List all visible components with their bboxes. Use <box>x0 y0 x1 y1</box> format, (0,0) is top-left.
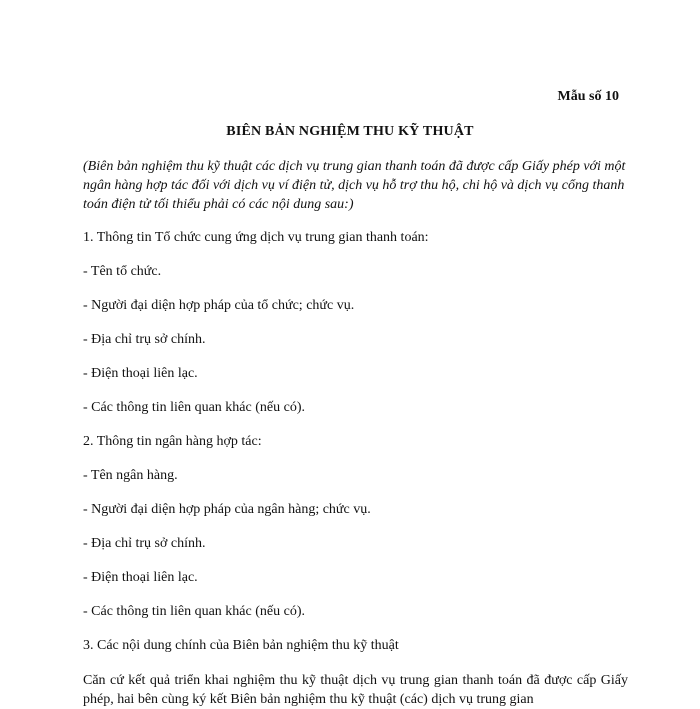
section-1-item: - Các thông tin liên quan khác (nếu có). <box>83 400 305 415</box>
section-1-item: - Địa chỉ trụ sở chính. <box>83 332 206 347</box>
section-2-item: - Địa chỉ trụ sở chính. <box>83 536 206 551</box>
document-title: BIÊN BẢN NGHIỆM THU KỸ THUẬT <box>226 124 474 139</box>
section-1-item: - Người đại diện hợp pháp của tổ chức; chức vụ. <box>83 298 355 313</box>
section-3-paragraph: Căn cứ kết quả triển khai nghiệm thu kỹ thuật dịch vụ trung gian thanh toán đã được cấp Giấy phép, hai bên cùng ký kết Biên bản nghiệm thu kỹ thuật (các) dịch vụ trung gian <box>83 673 628 707</box>
section-2-item: - Các thông tin liên quan khác (nếu có). <box>83 604 305 619</box>
section-2-heading: 2. Thông tin ngân hàng hợp tác: <box>83 434 262 449</box>
intro-note: (Biên bản nghiệm thu kỹ thuật các dịch vụ trung gian thanh toán đã được cấp Giấy phép với một ngân hàng hợp tác đối với dịch vụ ví điện tử, dịch vụ hỗ trợ thu hộ, chi hộ và dịch vụ cổng thanh toán điện tử tối thiểu phải có các nội dung sau:) <box>83 159 626 212</box>
section-2-item: - Tên ngân hàng. <box>83 468 178 483</box>
section-2-item: - Người đại diện hợp pháp của ngân hàng; chức vụ. <box>83 502 371 517</box>
section-1-item: - Tên tổ chức. <box>83 264 162 279</box>
section-1-heading: 1. Thông tin Tổ chức cung ứng dịch vụ trung gian thanh toán: <box>83 230 429 245</box>
section-3-heading: 3. Các nội dung chính của Biên bản nghiệm thu kỹ thuật <box>83 638 399 653</box>
form-number: Mẫu số 10 <box>557 89 619 104</box>
section-2-item: - Điện thoại liên lạc. <box>83 570 198 585</box>
section-1-item: - Điện thoại liên lạc. <box>83 366 198 381</box>
